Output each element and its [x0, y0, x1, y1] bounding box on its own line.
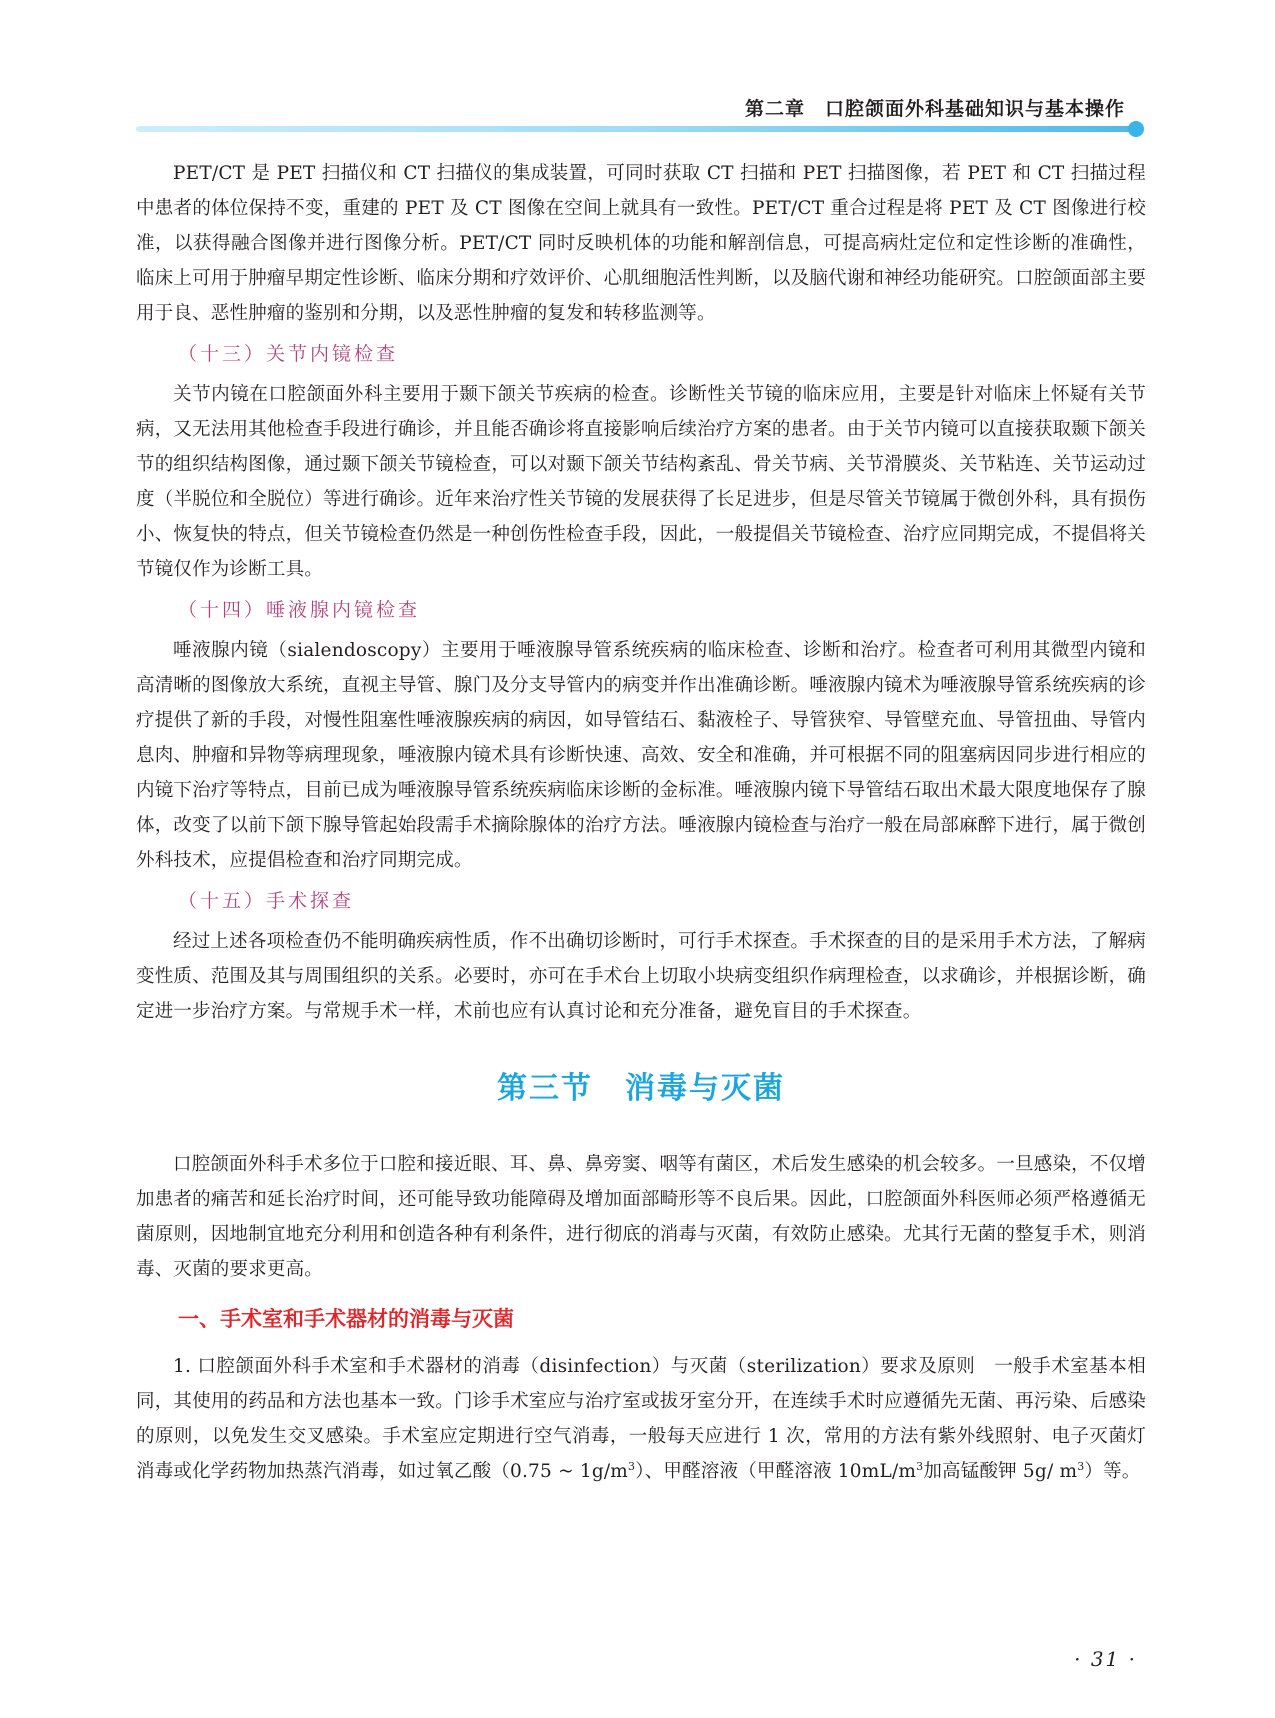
subheading-arthroscopy: （十三）关节内镜检查	[178, 343, 399, 365]
rule1-text-end: ）等。	[1084, 1461, 1141, 1482]
superscript-cubed: 3	[1077, 1459, 1085, 1473]
subheading-surgical-exploration: （十五）手术探查	[178, 890, 355, 912]
rule1-text-main: 1. 口腔颌面外科手术室和手术器材的消毒（disinfection）与灭菌（sterilization）要求及原则 一般手术室基本相同，其使用的药品和方法也基本一致。门诊手术室应与治疗室或拔牙室分开，在连续手术时应遵循先无菌、再污染、后感染的原则，以免发生交叉感染。手术室应定期进行空气消毒，一般每天应进行 1 次，常用的方法有紫外线照射、电子灭菌灯消毒或化学药物加热蒸汽消毒，如过氧乙酸（0.75 ~ 1g/m	[136, 1356, 1146, 1482]
superscript-cubed: 3	[628, 1459, 636, 1473]
rule1-text-mid: ）、甲醛溶液（甲醛溶液 10mL/m	[635, 1461, 917, 1482]
chapter-header-title: 第二章 口腔颌面外科基础知识与基本操作	[744, 98, 1125, 120]
subsection-heading: 一、手术室和手术器材的消毒与灭菌	[178, 1307, 514, 1331]
paragraph-section-intro: 口腔颌面外科手术多位于口腔和接近眼、耳、鼻、鼻旁窦、咽等有菌区，术后发生感染的机会较多。一旦感染，不仅增加患者的痛苦和延长治疗时间，还可能导致功能障碍及增加面部畸形等不良后果。因此，口腔颌面外科医师必须严格遵循无菌原则，因地制宜地充分利用和创造各种有利条件，进行彻底的消毒与灭菌，有效防止感染。尤其行无菌的整复手术，则消毒、灭菌的要求更高。	[136, 1154, 1146, 1280]
paragraph-petct: PET/CT 是 PET 扫描仪和 CT 扫描仪的集成装置，可同时获取 CT 扫描和 PET 扫描图像，若 PET 和 CT 扫描过程中患者的体位保持不变，重建的 PET 及 CT 图像在空间上就具有一致性。PET/CT 重合过程是将 PET 及 CT 图像进行校准，以获得融合图像并进行图像分析。PET/CT 同时反映机体的功能和解剖信息，可提高病灶定位和定性诊断的准确性，临床上可用于肿瘤早期定性诊断、临床分期和疗效评价、心肌细胞活性判断，以及脑代谢和神经功能研究。口腔颌面部主要用于良、恶性肿瘤的鉴别和分期，以及恶性肿瘤的复发和转移监测等。	[136, 163, 1146, 324]
page-number: · 31 ·	[1074, 1647, 1137, 1671]
header-rule-dot	[1128, 121, 1144, 137]
subheading-sialendoscopy: （十四）唾液腺内镜检查	[178, 599, 421, 621]
paragraph-arthroscopy: 关节内镜在口腔颌面外科主要用于颞下颌关节疾病的检查。诊断性关节镜的临床应用，主要是针对临床上怀疑有关节病，又无法用其他检查手段进行确诊，并且能否确诊将直接影响后续治疗方案的患者。由于关节内镜可以直接获取颞下颌关节的组织结构图像，通过颞下颌关节镜检查，可以对颞下颌关节结构紊乱、骨关节病、关节滑膜炎、关节粘连、关节运动过度（半脱位和全脱位）等进行确诊。近年来治疗性关节镜的发展获得了长足进步，但是尽管关节镜属于微创外科，具有损伤小、恢复快的特点，但关节镜检查仍然是一种创伤性检查手段，因此，一般提倡关节镜检查、治疗应同期完成，不提倡将关节镜仅作为诊断工具。	[136, 384, 1146, 580]
superscript-cubed: 3	[916, 1459, 924, 1473]
section-title: 第三节 消毒与灭菌	[497, 1071, 785, 1106]
page-content	[136, 156, 1146, 1489]
header-rule	[136, 126, 1136, 132]
paragraph-sialendoscopy: 唾液腺内镜（sialendoscopy）主要用于唾液腺导管系统疾病的临床检查、诊断和治疗。检查者可利用其微型内镜和高清晰的图像放大系统，直视主导管、腺门及分支导管内的病变并作出准确诊断。唾液腺内镜术为唾液腺导管系统疾病的诊疗提供了新的手段，对慢性阻塞性唾液腺疾病的病因，如导管结石、黏液栓子、导管狭窄、导管壁充血、导管扭曲、导管内息肉、肿瘤和异物等病理现象，唾液腺内镜术具有诊断快速、高效、安全和准确，并可根据不同的阻塞病因同步进行相应的内镜下治疗等特点，目前已成为唾液腺导管系统疾病临床诊断的金标准。唾液腺内镜下导管结石取出术最大限度地保存了腺体，改变了以前下颌下腺导管起始段需手术摘除腺体的治疗方法。唾液腺内镜检查与治疗一般在局部麻醉下进行，属于微创外科技术，应提倡检查和治疗同期完成。	[136, 640, 1146, 871]
paragraph-rule-1	[136, 1349, 1146, 1489]
rule1-text-mid2: 加高锰酸钾 5g/ m	[923, 1461, 1078, 1482]
paragraph-surgical-exploration: 经过上述各项检查仍不能明确疾病性质，作不出确切诊断时，可行手术探查。手术探查的目的是采用手术方法，了解病变性质、范围及其与周围组织的关系。必要时，亦可在手术台上切取小块病变组织作病理检查，以求确诊，并根据诊断，确定进一步治疗方案。与常规手术一样，术前也应有认真讨论和充分准备，避免盲目的手术探查。	[136, 931, 1146, 1022]
